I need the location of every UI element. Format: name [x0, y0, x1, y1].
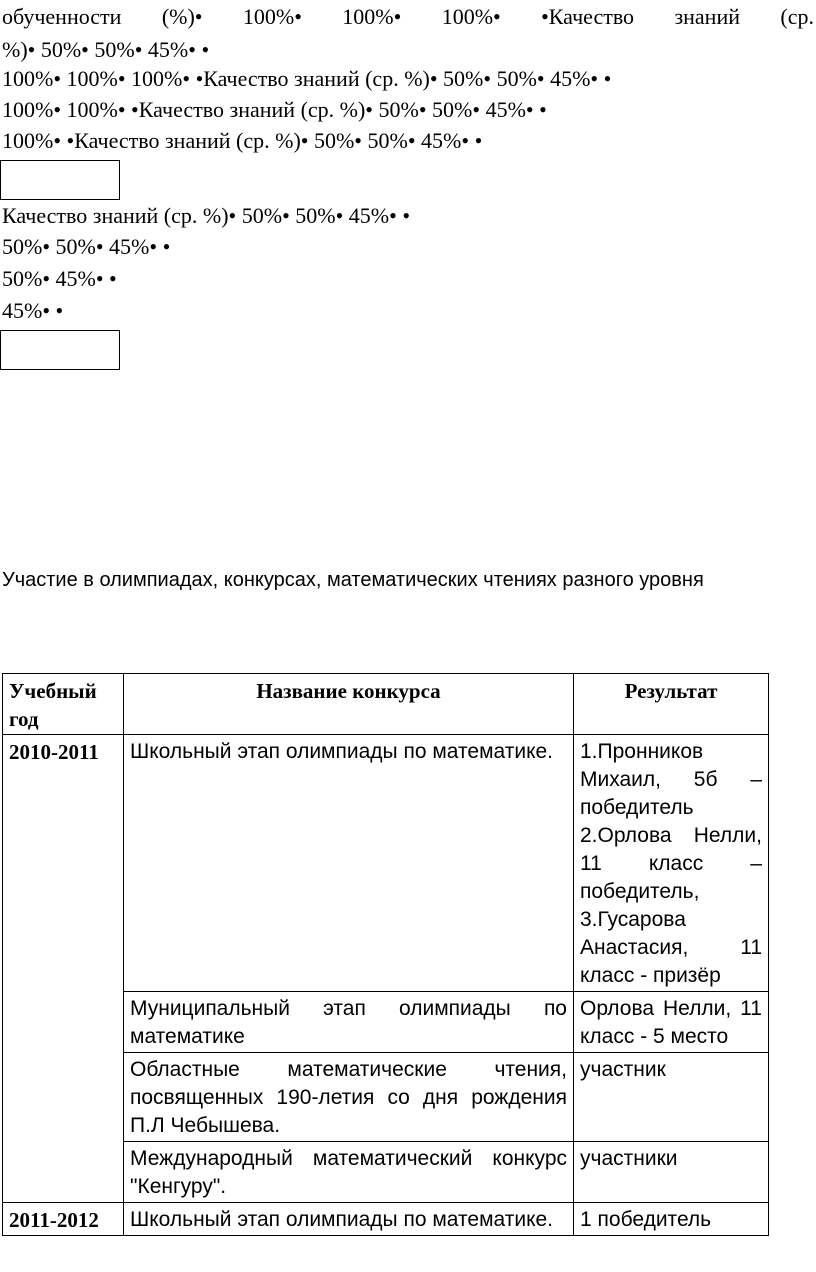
chart-residue-line-2: %)• 50%• 50%• 45%• • — [2, 37, 210, 62]
residue-word: •Качество — [541, 4, 635, 29]
residue-word: (ср. — [780, 4, 814, 29]
residue-word: знаний — [674, 4, 740, 29]
residue-word: обученности — [2, 4, 122, 29]
result-cell: Орлова Нелли, 11 класс - 5 место — [574, 992, 769, 1053]
header-result: Результат — [574, 674, 769, 735]
contest-cell: Школьный этап олимпиады по математике. — [124, 735, 574, 992]
chart-residue-line-6: Качество знаний (ср. %)• 50%• 50%• 45%• • — [2, 203, 411, 228]
header-contest: Название конкурса — [124, 674, 574, 735]
empty-frame-1 — [0, 160, 120, 200]
table-row — [3, 1203, 769, 1236]
table-row — [3, 735, 769, 992]
chart-residue-line-4: 100%• 100%• •Качество знаний (ср. %)• 50%• 50%• 45%• • — [2, 97, 547, 122]
contest-cell: Международный математический конкурс "Кенгуру". — [124, 1142, 574, 1203]
residue-word: 100%• — [342, 4, 402, 29]
chart-residue-line-3: 100%• 100%• 100%• •Качество знаний (ср. %)• 50%• 50%• 45%• • — [2, 66, 612, 91]
chart-residue-line-5: 100%• •Качество знаний (ср. %)• 50%• 50%• 45%• • — [2, 128, 483, 153]
result-cell: 1.Пронников Михаил, 5б – победитель 2.Орлова Нелли, 11 класс – победитель, 3.Гусарова Анастасия, 11 класс - призёр — [574, 735, 769, 992]
residue-word: 100%• — [242, 4, 302, 29]
header-year: Учебный год — [3, 674, 124, 735]
chart-residue-line-8: 50%• 45%• • — [2, 266, 117, 291]
result-cell: участники — [574, 1142, 769, 1203]
contest-cell: Муниципальный этап олимпиады по математике — [124, 992, 574, 1053]
year-cell: 2011-2012 — [3, 1203, 124, 1236]
residue-word: (%)• — [161, 4, 203, 29]
section-heading: Участие в олимпиадах, конкурсах, математических чтениях разного уровня — [2, 569, 704, 591]
empty-frame-2 — [0, 330, 120, 370]
result-cell: участник — [574, 1053, 769, 1142]
olympiad-table — [2, 673, 769, 1236]
chart-residue-line-1 — [2, 4, 814, 30]
result-cell: 1 победитель — [574, 1203, 769, 1236]
contest-cell: Школьный этап олимпиады по математике. — [124, 1203, 574, 1236]
year-cell: 2010-2011 — [3, 735, 124, 1203]
chart-residue-line-7: 50%• 50%• 45%• • — [2, 234, 171, 259]
contest-cell: Областные математические чтения, посвященных 190-летия со дня рождения П.Л Чебышева. — [124, 1053, 574, 1142]
residue-word: 100%• — [441, 4, 501, 29]
chart-residue-line-9: 45%• • — [2, 298, 64, 323]
table-header-row — [3, 674, 769, 735]
